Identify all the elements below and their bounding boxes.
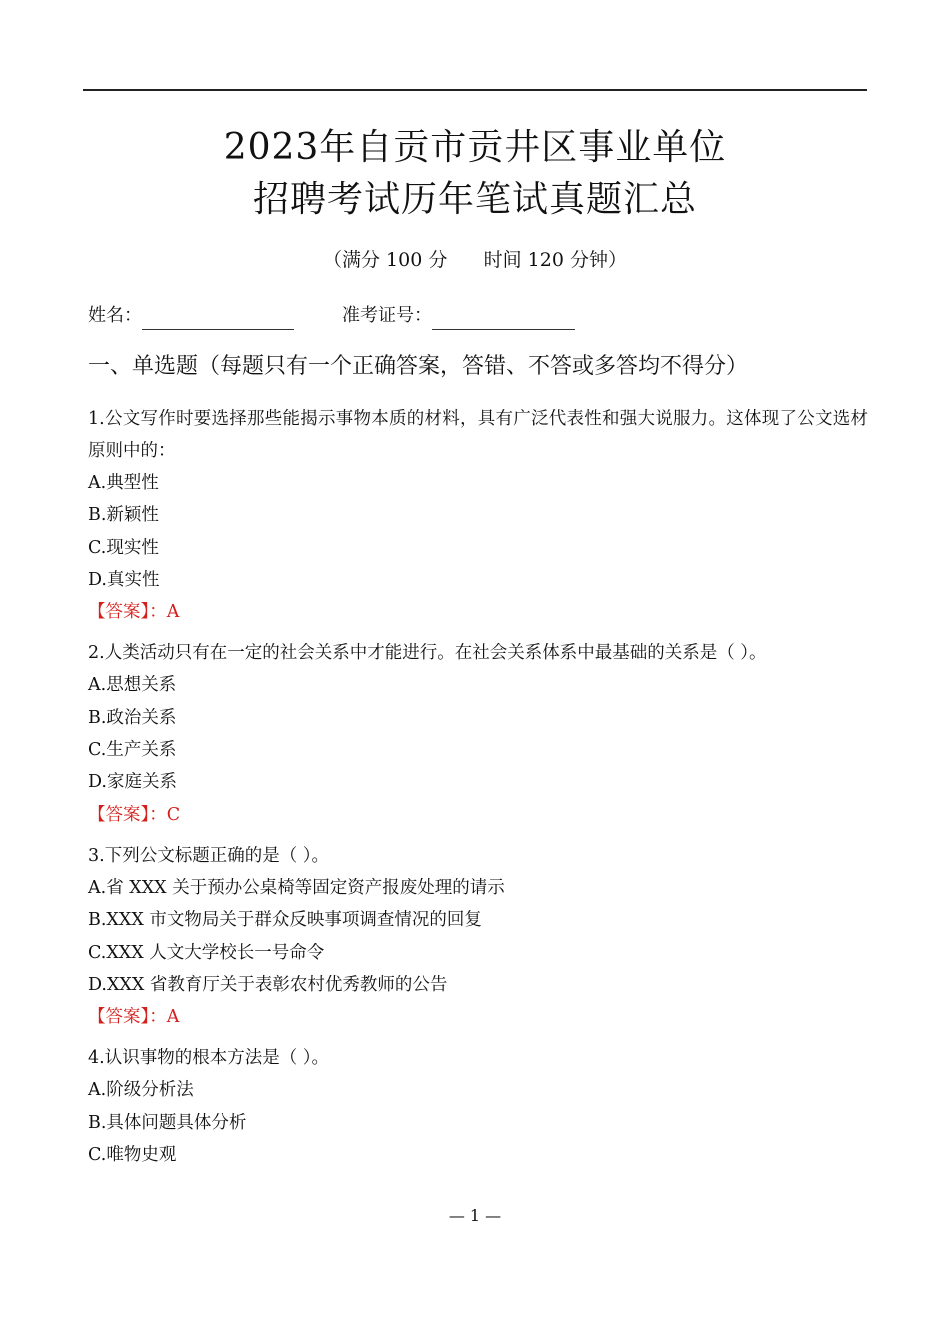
question <box>88 637 868 830</box>
option: A.思想关系 <box>88 675 177 696</box>
option: B.XXX 市文物局关于群众反映事项调查情况的回复 <box>88 910 482 931</box>
option: D.家庭关系 <box>88 772 177 793</box>
option: B.具体问题具体分析 <box>88 1112 247 1133</box>
option: A.省 XXX 关于预办公桌椅等固定资产报废处理的请示 <box>88 877 505 898</box>
answer: 【答案】：A <box>88 1007 180 1028</box>
candidate-fields <box>88 302 623 330</box>
option: B.政治关系 <box>88 707 177 728</box>
question-stem: 3.下列公文标题正确的是（ ）。 <box>88 845 330 866</box>
option: A.典型性 <box>88 473 159 493</box>
id-label: 准考证号： <box>342 305 432 326</box>
name-blank[interactable] <box>142 309 294 330</box>
option: C.生产关系 <box>88 740 177 761</box>
top-rule <box>83 89 867 91</box>
document-title <box>0 122 950 226</box>
title-line-1: 2023年自贡市贡井区事业单位 <box>223 127 727 168</box>
score-info: （满分 100 分 <box>323 249 448 271</box>
option: C.XXX 人文大学校长一号命令 <box>88 942 325 963</box>
id-blank[interactable] <box>432 309 575 330</box>
section-heading: 一、单选题（每题只有一个正确答案，答错、不答或多答均不得分） <box>88 354 749 379</box>
answer: 【答案】：A <box>88 602 180 623</box>
name-label: 姓名： <box>88 305 142 326</box>
question-stem: 2.人类活动只有在一定的社会关系中才能进行。在社会关系体系中最基础的关系是（ ）。 <box>88 643 767 664</box>
question <box>88 403 868 628</box>
time-info: 时间 120 分钟） <box>483 249 627 271</box>
question-stem: 4.认识事物的根本方法是（ ）。 <box>88 1048 330 1069</box>
question <box>88 840 868 1033</box>
answer: 【答案】：C <box>88 804 181 825</box>
exam-info <box>0 246 950 274</box>
option: B.新颖性 <box>88 505 159 526</box>
question <box>88 1042 868 1171</box>
title-line-2: 招聘考试历年笔试真题汇总 <box>252 179 697 220</box>
page-number: — 1 — <box>448 1206 502 1225</box>
option: C.唯物史观 <box>88 1145 177 1166</box>
question-list <box>88 403 868 1171</box>
question-stem: 1.公文写作时要选择那些能揭示事物本质的材料，具有广泛代表性和强大说服力。这体现了公文选材原则中的： <box>88 409 868 461</box>
option: A.阶级分析法 <box>88 1080 194 1101</box>
option: D.XXX 省教育厅关于表彰农村优秀教师的公告 <box>88 974 448 995</box>
option: D.真实性 <box>88 569 160 590</box>
option: C.现实性 <box>88 537 159 558</box>
